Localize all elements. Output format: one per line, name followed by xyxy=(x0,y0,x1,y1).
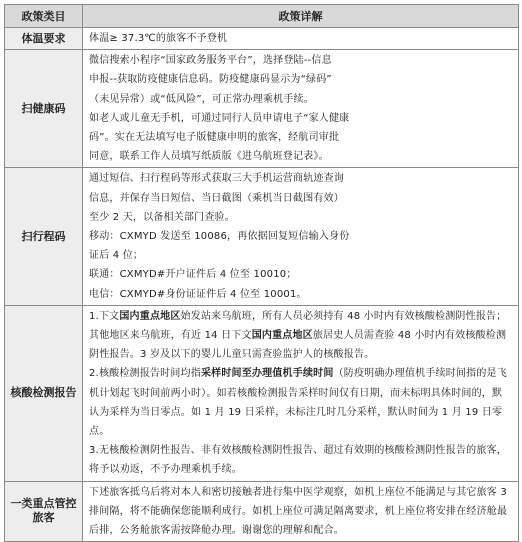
detail-paragraph: 下述旅客抵乌后将对本人和密切接触者进行集中医学观察，如机上座位不能满足与其它旅客 3 排间隔，将不能确保您能顺利成行。如机上座位可满足隔离要求，机上座位将安排在经济舱最后排，公务舱旅客需按降舱办理。谢谢您的理解和配合。 xyxy=(89,486,508,537)
detail-line: 移动：CXMYD 发送至 10086，再依据回复短信输入身份 xyxy=(89,231,350,243)
row-key-control-passengers xyxy=(5,481,519,542)
detail-line: 微信搜索小程序“国家政务服务平台”，选择登陆--信息 xyxy=(89,55,332,67)
policy-table xyxy=(4,4,519,542)
detail-paragraph-3: 3.无核酸检测阴性报告、非有效核酸检测阴性报告、超过有效期的核酸检测阴性报告的旅客，将予以劝返，不予办理乘机手续。 xyxy=(89,445,507,476)
detail-line: 至少 2 天，以备相关部门查验。 xyxy=(89,211,235,223)
row-nucleic-test xyxy=(5,305,519,481)
header-details: 政策详解 xyxy=(83,5,519,28)
header-row xyxy=(5,5,519,28)
detail-line: （未见异常）或“低风险”，可正常办理乘机手续。 xyxy=(89,93,314,105)
text-run: 旅居史人员需查验 48 小时内有效核酸检测阴性报告。3 岁及以下的婴儿儿童只需查验监护人的核酸报告。 xyxy=(89,330,507,361)
detail-line: 证后 4 位； xyxy=(89,250,144,262)
emphasis-run: 国内重点地区 xyxy=(119,310,181,322)
detail-line: 通过短信、扫行程码等形式获取三大手机运营商轨迹查询 xyxy=(89,173,344,185)
category-itinerary-code: 扫行程码 xyxy=(5,168,83,305)
text-run: （防疫明确办理值机手续时间指的是飞机计划起飞时间前两小时）。如若核酸检测报告采样时间仅有日期，而未标明具体时间的，默认为采样为当日零点。如 1 月 19 日采样，未标注几时几分采样，默认时间为 1 月 19 日零点。 xyxy=(89,368,507,438)
emphasis-run: 采样时间至办理值机手续时间 xyxy=(200,368,334,380)
details-temperature xyxy=(83,28,519,50)
header-category: 政策类目 xyxy=(5,5,83,28)
policy-table-wrapper xyxy=(4,4,518,542)
details-nucleic-test xyxy=(83,305,519,481)
details-itinerary-code xyxy=(83,168,519,305)
category-health-code: 扫健康码 xyxy=(5,50,83,168)
detail-paragraph-1 xyxy=(89,307,512,365)
detail-line: 联通：CXMYD#开户证件后 4 位至 10010； xyxy=(89,269,297,281)
category-temperature: 体温要求 xyxy=(5,28,83,50)
row-health-code xyxy=(5,50,519,168)
detail-line: 码”。实在无法填写电子版健康申明的旅客，经航司审批 xyxy=(89,132,340,144)
detail-paragraph-2 xyxy=(89,364,512,441)
detail-line: 同意，联系工作人员填写纸质版《进乌航班登记表》。 xyxy=(89,151,329,163)
category-nucleic-test: 核酸检测报告 xyxy=(5,305,83,481)
details-key-control-passengers xyxy=(83,481,519,542)
row-temperature xyxy=(5,28,519,50)
detail-line: 电信：CXMYD#身份证证件后 4 位至 10001。 xyxy=(89,288,307,300)
text-run: 1.下文 xyxy=(89,310,120,322)
category-key-control-passengers: 一类重点管控旅客 xyxy=(5,481,83,542)
text-run: 始发站来乌航班，所有人员必须持有 48 小时内有效核酸检测阴性报告；其他地区来乌航班，有近 14 日下文 xyxy=(89,310,507,342)
row-itinerary-code xyxy=(5,168,519,305)
detail-line: 申报--获取防疫健康信息码。防疫健康码显示为“绿码” xyxy=(89,74,332,86)
detail-line: 如老人或儿童无手机，可通过同行人员申请电子“家人健康 xyxy=(89,112,350,124)
details-health-code xyxy=(83,50,519,168)
emphasis-run: 国内重点地区 xyxy=(251,330,313,342)
detail-line: 信息，并保存当日短信、当日截图（乘机当日截图有效） xyxy=(89,192,344,204)
detail-line: 体温≥ 37.3℃的旅客不予登机 xyxy=(89,33,228,44)
text-run: 2.核酸检测报告时间均指 xyxy=(89,368,201,380)
